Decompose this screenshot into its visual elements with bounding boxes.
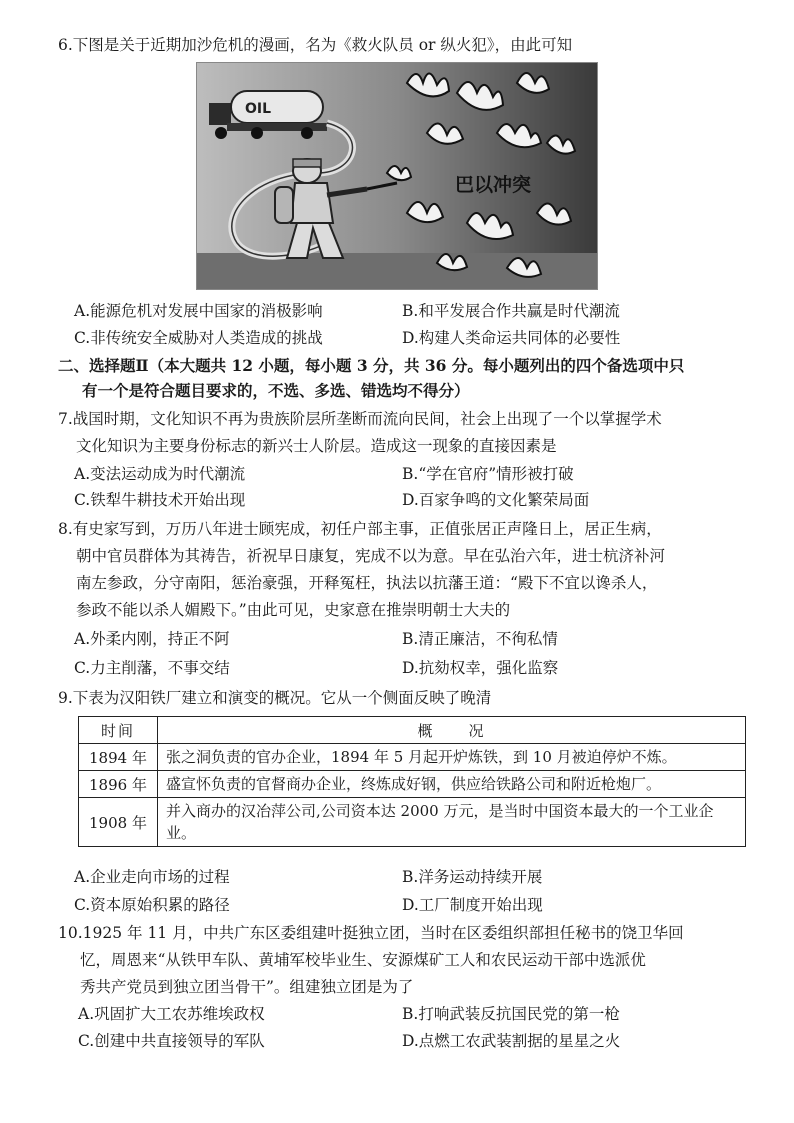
table-header-row [79,717,746,744]
table-cell-year: 1896 年 [79,771,158,798]
table-header-time: 时间 [79,717,158,744]
table-row [79,744,746,771]
table-cell-desc: 张之洞负责的官办企业，1894 年 5 月起开炉炼铁，到 10 月被迫停炉不炼。 [158,744,746,771]
q6-option-d: D.构建人类命运共同体的必要性 [402,329,621,347]
gaza-crisis-cartoon [196,62,598,290]
q8-stem-line-4: 参政不能以杀人媚殿下。”由此可见，史家意在推崇明朝士大夫的 [76,601,511,619]
table-row [79,798,746,847]
q7-stem-line-1: 7.战国时期，文化知识不再为贵族阶层所垄断而流向民间，社会上出现了一个以掌握学术 [58,410,662,428]
q9-option-b: B.洋务运动持续开展 [402,868,543,886]
q9-stem: 9.下表为汉阳铁厂建立和演变的概况。它从一个侧面反映了晚清 [58,689,492,707]
q9-option-a: A.企业走向市场的过程 [74,868,230,886]
table-cell-year: 1894 年 [79,744,158,771]
q7-stem-line-2: 文化知识为主要身份标志的新兴士人阶层。造成这一现象的直接因素是 [76,437,557,455]
cartoon-illustration [197,63,597,289]
fire-label: 巴以冲突 [455,174,532,196]
section-2-instructions: 有一个是符合题目要求的，不选、多选、错选均不得分） [82,381,470,400]
q8-option-b: B.清正廉洁，不徇私情 [402,630,558,648]
q9-option-d: D.工厂制度开始出现 [402,896,543,914]
q10-stem-line-3: 秀共产党员到独立团当骨干”。组建独立团是为了 [80,978,414,996]
table-cell-desc: 盛宣怀负责的官督商办企业，终炼成好钢，供应给铁路公司和附近枪炮厂。 [158,771,746,798]
q10-stem-line-2: 忆，周恩来“从铁甲车队、黄埔军校毕业生、安源煤矿工人和农民运动干部中选派优 [80,951,646,969]
q7-option-b: B.“学在官府”情形被打破 [402,465,574,483]
q9-option-c: C.资本原始积累的路径 [74,896,230,914]
q6-option-a: A.能源危机对发展中国家的消极影响 [74,302,323,320]
hanyang-ironworks-table [78,716,746,847]
q10-option-b: B.打响武装反抗国民党的第一枪 [402,1005,620,1023]
truck-label: OIL [245,101,272,117]
q6-stem: 6.下图是关于近期加沙危机的漫画，名为《救火队员 or 纵火犯》，由此可知 [58,36,573,54]
table-cell-desc: 并入商办的汉冶萍公司,公司资本达 2000 万元，是当时中国资本最大的一个工业企业。 [158,798,746,847]
q7-option-c: C.铁犁牛耕技术开始出现 [74,491,246,509]
table-cell-year: 1908 年 [79,798,158,847]
q8-option-c: C.力主削藩，不事交结 [74,659,230,677]
q6-option-c: C.非传统安全威胁对人类造成的挑战 [74,329,323,347]
q8-option-a: A.外柔内刚，持正不阿 [74,630,230,648]
q8-stem-line-1: 8.有史家写到，万历八年进士顾宪成，初任户部主事，正值张居正声隆日上，居正生病， [58,520,662,538]
table-row [79,771,746,798]
q10-stem-line-1: 10.1925 年 11 月，中共广东区委组建叶挺独立团，当时在区委组织部担任秘书的饶卫华回 [58,924,684,942]
q7-option-d: D.百家争鸣的文化繁荣局面 [402,491,590,509]
q10-option-c: C.创建中共直接领导的军队 [78,1032,265,1050]
q8-option-d: D.抗劾权幸，强化监察 [402,659,559,677]
q10-option-d: D.点燃工农武装割据的星星之火 [402,1032,621,1050]
q7-option-a: A.变法运动成为时代潮流 [74,465,246,483]
q8-stem-line-3: 南左参政，分守南阳，惩治豪强，开释冤枉，执法以抗藩王道：“殿下不宜以谗杀人， [76,574,658,592]
q6-option-b: B.和平发展合作共赢是时代潮流 [402,302,620,320]
section-2-heading: 二、选择题Ⅱ（本大题共 12 小题，每小题 3 分，共 36 分。每小题列出的四个备选项中只 [58,356,685,375]
table-header-overview: 概 况 [158,717,746,744]
q8-stem-line-2: 朝中官员群体为其祷告，祈祝早日康复，宪成不以为意。早在弘治六年，进士杭济补河 [76,547,666,565]
q10-option-a: A.巩固扩大工农苏维埃政权 [78,1005,265,1023]
